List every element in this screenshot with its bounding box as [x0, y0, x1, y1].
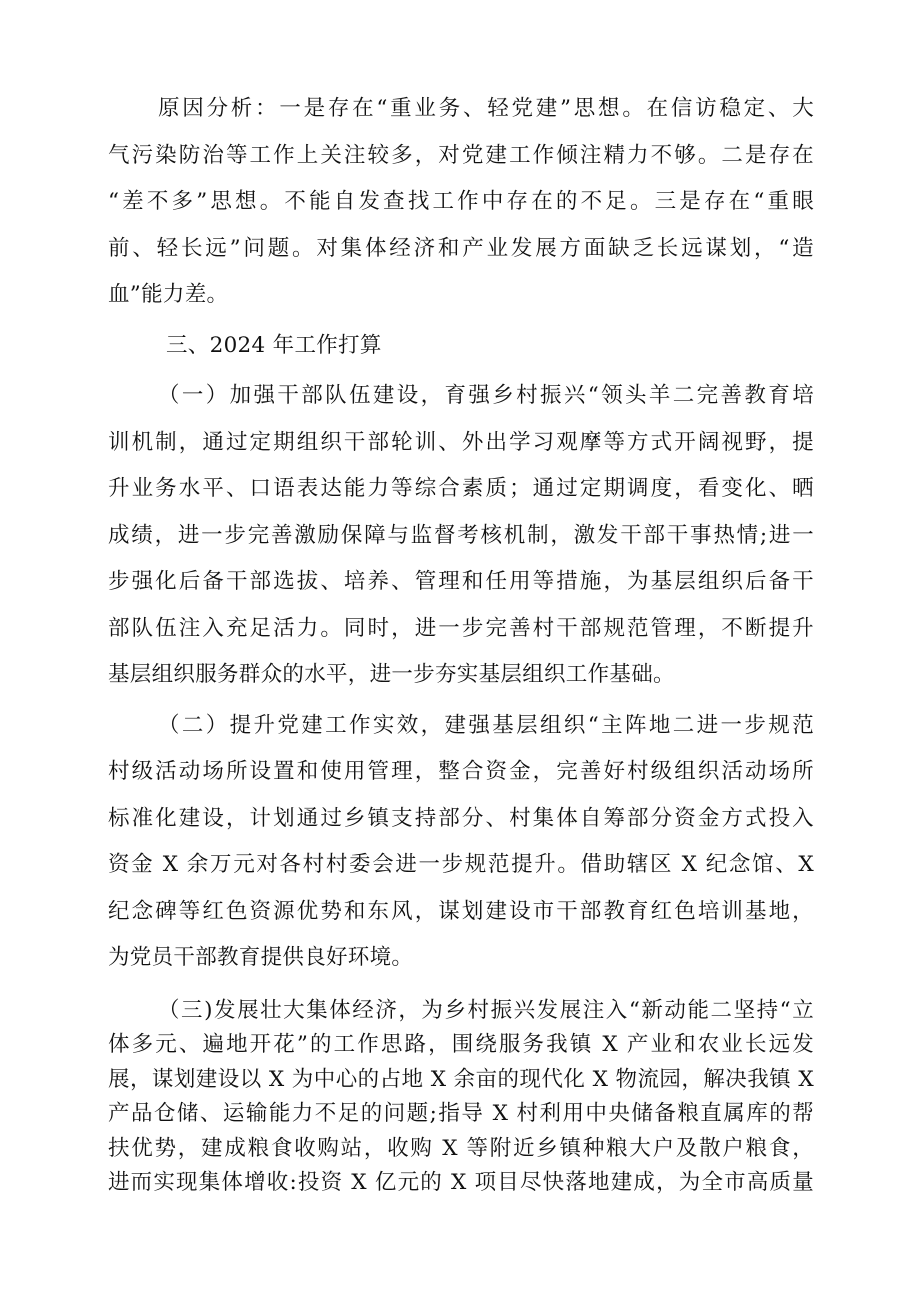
paragraph-line: 展，谋划建设以 X 为中心的占地 X 余亩的现代化 X 物流园，解决我镇 X [108, 1066, 814, 1092]
paragraph-line: 扶优势，建成粮食收购站，收购 X 等附近乡镇种粮大户及散户粮食， [108, 1135, 814, 1161]
cause-analysis-paragraph [108, 86, 814, 319]
paragraph-line: 产品仓储、运输能力不足的问题;指导 X 村利用中央储备粮直属库的帮 [108, 1101, 814, 1127]
paragraph-line: 基层组织服务群众的水平，进一步夯实基层组织工作基础。 [108, 662, 675, 687]
paragraph-line: 成绩，进一步完善激励保障与监督考核机制，激发干部干事热情;进一 [108, 522, 814, 548]
paragraph-line: 为党员干部教育提供良好环境。 [108, 945, 414, 970]
paragraph-line: 部队伍注入充足活力。同时，进一步完善村干部规范管理，不断提升 [108, 615, 814, 641]
item-three-paragraph [108, 994, 814, 1202]
item-one-paragraph [108, 373, 814, 699]
paragraph-line: 前、轻长远”问题。对集体经济和产业发展方面缺乏长远谋划，“造 [108, 235, 814, 261]
paragraph-line: 升业务水平、口语表达能力等综合素质；通过定期调度，看变化、晒 [108, 476, 814, 501]
paragraph-line: 步强化后备干部选拔、培养、管理和任用等措施，为基层组织后备干 [108, 569, 814, 594]
paragraph-line: 训机制，通过定期组织干部轮训、外出学习观摩等方式开阔视野，提 [108, 429, 814, 455]
item-two-paragraph [108, 703, 814, 982]
paragraph-line: 资金 X 余万元对各村村委会进一步规范提升。借助辖区 X 纪念馆、X [108, 852, 814, 877]
section-heading [108, 323, 814, 370]
paragraph-line: 体多元、遍地开花”的工作思路，围绕服务我镇 X 产业和农业长远发 [108, 1032, 814, 1058]
document-page [108, 86, 814, 1201]
paragraph-line: 气污染防治等工作上关注较多，对党建工作倾注精力不够。二是存在 [108, 142, 814, 168]
paragraph-line: （二）提升党建工作实效，建强基层组织“主阵地二进一步规范 [158, 712, 814, 738]
paragraph-line: “差不多”思想。不能自发查找工作中存在的不足。三是存在“重眼 [108, 189, 814, 214]
section-three-title: 三、2024 年工作打算 [166, 332, 382, 358]
paragraph-line: 血”能力差。 [108, 282, 229, 307]
paragraph-line: （三)发展壮大集体经济，为乡村振兴发展注入“新动能二坚持“立 [158, 997, 814, 1023]
paragraph-line: 进而实现集体增收:投资 X 亿元的 X 项目尽快落地建成，为全市高质量 [108, 1170, 814, 1196]
paragraph-line: （一）加强干部队伍建设，育强乡村振兴“领头羊二完善教育培 [158, 383, 814, 408]
paragraph-line: 村级活动场所设置和使用管理，整合资金，完善好村级组织活动场所 [108, 759, 814, 784]
paragraph-line: 纪念碑等红色资源优势和东风，谋划建设市干部教育红色培训基地， [108, 898, 814, 924]
paragraph-line: 标准化建设，计划通过乡镇支持部分、村集体自筹部分资金方式投入 [108, 805, 814, 831]
paragraph-line: 原因分析：一是存在“重业务、轻党建”思想。在信访稳定、大 [158, 96, 814, 121]
